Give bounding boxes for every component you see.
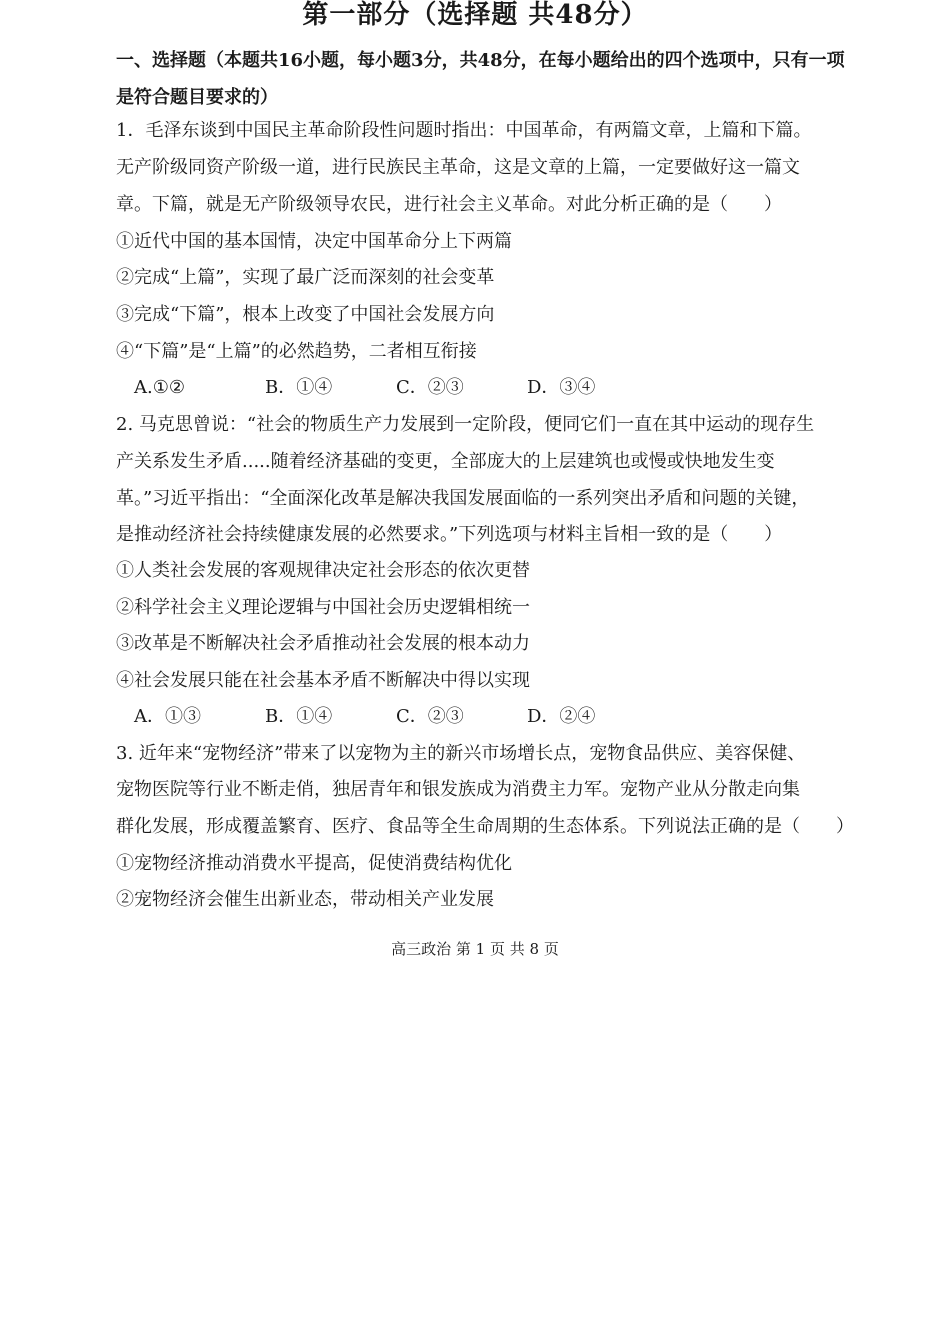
q2-item-3: ③改革是不断解决社会矛盾推动社会发展的根本动力 (116, 633, 530, 654)
q1-options (134, 376, 658, 400)
q1-item-2: ②完成“上篇”，实现了最广泛而深刻的社会变革 (116, 267, 495, 288)
q2-option-b[interactable]: B．①④ (265, 706, 333, 727)
q2-item-2: ②科学社会主义理论逻辑与中国社会历史逻辑相统一 (116, 597, 530, 618)
q2-option-a[interactable]: A．①③ (134, 706, 201, 727)
q1-option-d[interactable]: D．③④ (527, 377, 596, 398)
q1-option-c[interactable]: C．②③ (396, 377, 464, 398)
q3-stem-line-2: 宠物医院等行业不断走俏，独居青年和银发族成为消费主力军。宠物产业从分散走向集 (116, 779, 800, 800)
q2-option-c[interactable]: C．②③ (396, 706, 464, 727)
q1-stem-line-3: 章。下篇，就是无产阶级领导农民，进行社会主义革命。对此分析正确的是（ ） (116, 194, 782, 215)
q2-option-d[interactable]: D．②④ (527, 706, 596, 727)
q1-stem-line-2: 无产阶级同资产阶级一道，进行民族民主革命，这是文章的上篇，一定要做好这一篇文 (116, 157, 800, 178)
page-footer: 高三政治 第 1 页 共 8 页 (391, 940, 559, 958)
q3-stem-line-1: 3. 近年来“宠物经济”带来了以宠物为主的新兴市场增长点，宠物食品供应、美容保健、 (116, 743, 806, 764)
q2-item-4: ④社会发展只能在社会基本矛盾不断解决中得以实现 (116, 670, 530, 691)
q1-option-a[interactable]: A.①② (134, 377, 185, 398)
q1-item-1: ①近代中国的基本国情，决定中国革命分上下两篇 (116, 231, 512, 252)
q1-stem-line-1: 1．毛泽东谈到中国民主革命阶段性问题时指出：中国革命，有两篇文章，上篇和下篇。 (116, 120, 812, 141)
q3-stem-line-3: 群化发展，形成覆盖繁育、医疗、食品等全生命周期的生态体系。下列说法正确的是（ ） (116, 816, 854, 837)
q2-stem-line-2: 产关系发生矛盾.....随着经济基础的变更，全部庞大的上层建筑也或慢或快地发生变 (116, 451, 775, 472)
q2-stem-line-4: 是推动经济社会持续健康发展的必然要求。”下列选项与材料主旨相一致的是（ ） (116, 524, 783, 545)
q2-stem-line-3: 革。”习近平指出：“全面深化改革是解决我国发展面临的一系列突出矛盾和问题的关键， (116, 488, 810, 509)
q1-item-4: ④“下篇”是“上篇”的必然趋势，二者相互衔接 (116, 341, 477, 362)
q3-item-2: ②宠物经济会催生出新业态，带动相关产业发展 (116, 889, 494, 910)
q2-stem-line-1: 2. 马克思曾说：“社会的物质生产力发展到一定阶段，便同它们一直在其中运动的现存生 (116, 414, 815, 435)
q1-item-3: ③完成“下篇”，根本上改变了中国社会发展方向 (116, 304, 495, 325)
q1-option-b[interactable]: B．①④ (265, 377, 333, 398)
section-heading: 一、选择题（本题共16小题，每小题3分，共48分，在每小题给出的四个选项中，只有一项是符合题目要求的） (116, 50, 845, 108)
q3-item-1: ①宠物经济推动消费水平提高，促使消费结构优化 (116, 853, 512, 874)
q2-options (134, 705, 658, 729)
part-title: 第一部分（选择题 共48分） (302, 0, 648, 30)
q2-item-1: ①人类社会发展的客观规律决定社会形态的依次更替 (116, 560, 530, 581)
